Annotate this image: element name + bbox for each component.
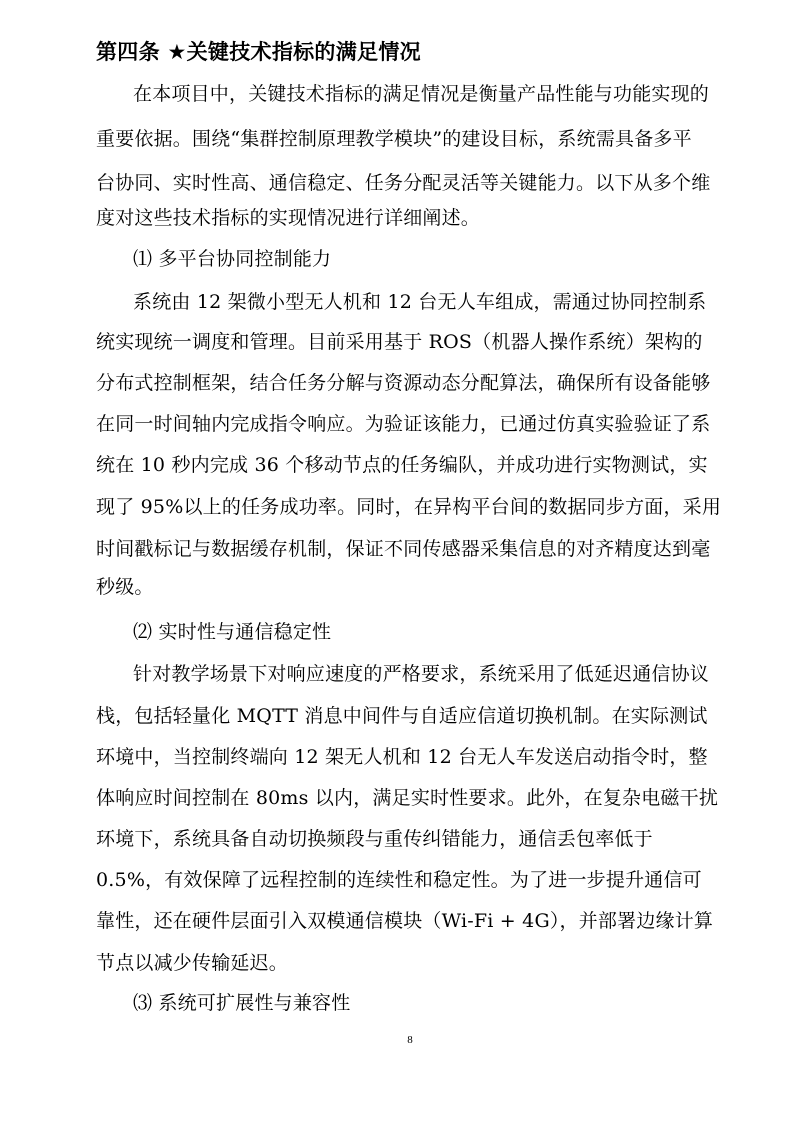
section-2-line: 针对教学场景下对响应速度的严格要求，系统采用了低延迟通信协议: [133, 663, 710, 685]
section-1-line: 秒级。: [96, 576, 154, 598]
section-2-line: 环境下，系统具备自动切换频段与重传纠错能力，通信丢包率低于: [96, 828, 653, 850]
intro-line: 重要依据。围绕“集群控制原理教学模块”的建设目标，系统需具备多平: [96, 128, 692, 150]
section-2-title: ⑵ 实时性与通信稳定性: [133, 621, 332, 643]
section-1-line: 分布式控制框架，结合任务分解与资源动态分配算法，确保所有设备能够: [96, 372, 711, 394]
section-2-line: 体响应时间控制在 80ms 以内，满足实时性要求。此外，在复杂电磁干扰: [96, 787, 719, 809]
section-2-line: 节点以减少传输延迟。: [96, 952, 289, 974]
section-1-line: 现了 95%以上的任务成功率。同时，在异构平台间的数据同步方面，采用: [96, 496, 722, 518]
intro-line: 台协同、实时性高、通信稳定、任务分配灵活等关键能力。以下从多个维: [96, 172, 711, 194]
section-1-line: 系统由 12 架微小型无人机和 12 台无人车组成，需通过协同控制系: [133, 291, 707, 313]
section-2-line: 0.5%，有效保障了远程控制的连续性和稳定性。为了进一步提升通信可: [96, 869, 702, 891]
article-heading: 第四条 ★关键技术指标的满足情况: [96, 40, 421, 64]
section-1-line: 在同一时间轴内完成指令响应。为验证该能力，已通过仿真实验验证了系: [96, 413, 711, 435]
intro-line: 度对这些技术指标的实现情况进行详细阐述。: [96, 207, 481, 229]
section-2-line: 环境中，当控制终端向 12 架无人机和 12 台无人车发送启动指令时，整: [96, 746, 708, 768]
section-3-title: ⑶ 系统可扩展性与兼容性: [133, 992, 351, 1014]
section-2-line: 栈，包括轻量化 MQTT 消息中间件与自适应信道切换机制。在实际测试: [96, 705, 708, 727]
section-2-line: 靠性，还在硬件层面引入双模通信模块（Wi-Fi + 4G），并部署边缘计算: [96, 910, 714, 932]
page-number: 8: [407, 1034, 413, 1046]
section-1-line: 统实现统一调度和管理。目前采用基于 ROS（机器人操作系统）架构的: [96, 331, 703, 353]
section-1-line: 时间戳标记与数据缓存机制，保证不同传感器采集信息的对齐精度达到毫: [96, 538, 711, 560]
section-1-title: ⑴ 多平台协同控制能力: [133, 248, 332, 270]
intro-line: 在本项目中，关键技术指标的满足情况是衡量产品性能与功能实现的: [133, 83, 710, 105]
section-1-line: 统在 10 秒内完成 36 个移动节点的任务编队，并成功进行实物测试，实: [96, 454, 708, 476]
